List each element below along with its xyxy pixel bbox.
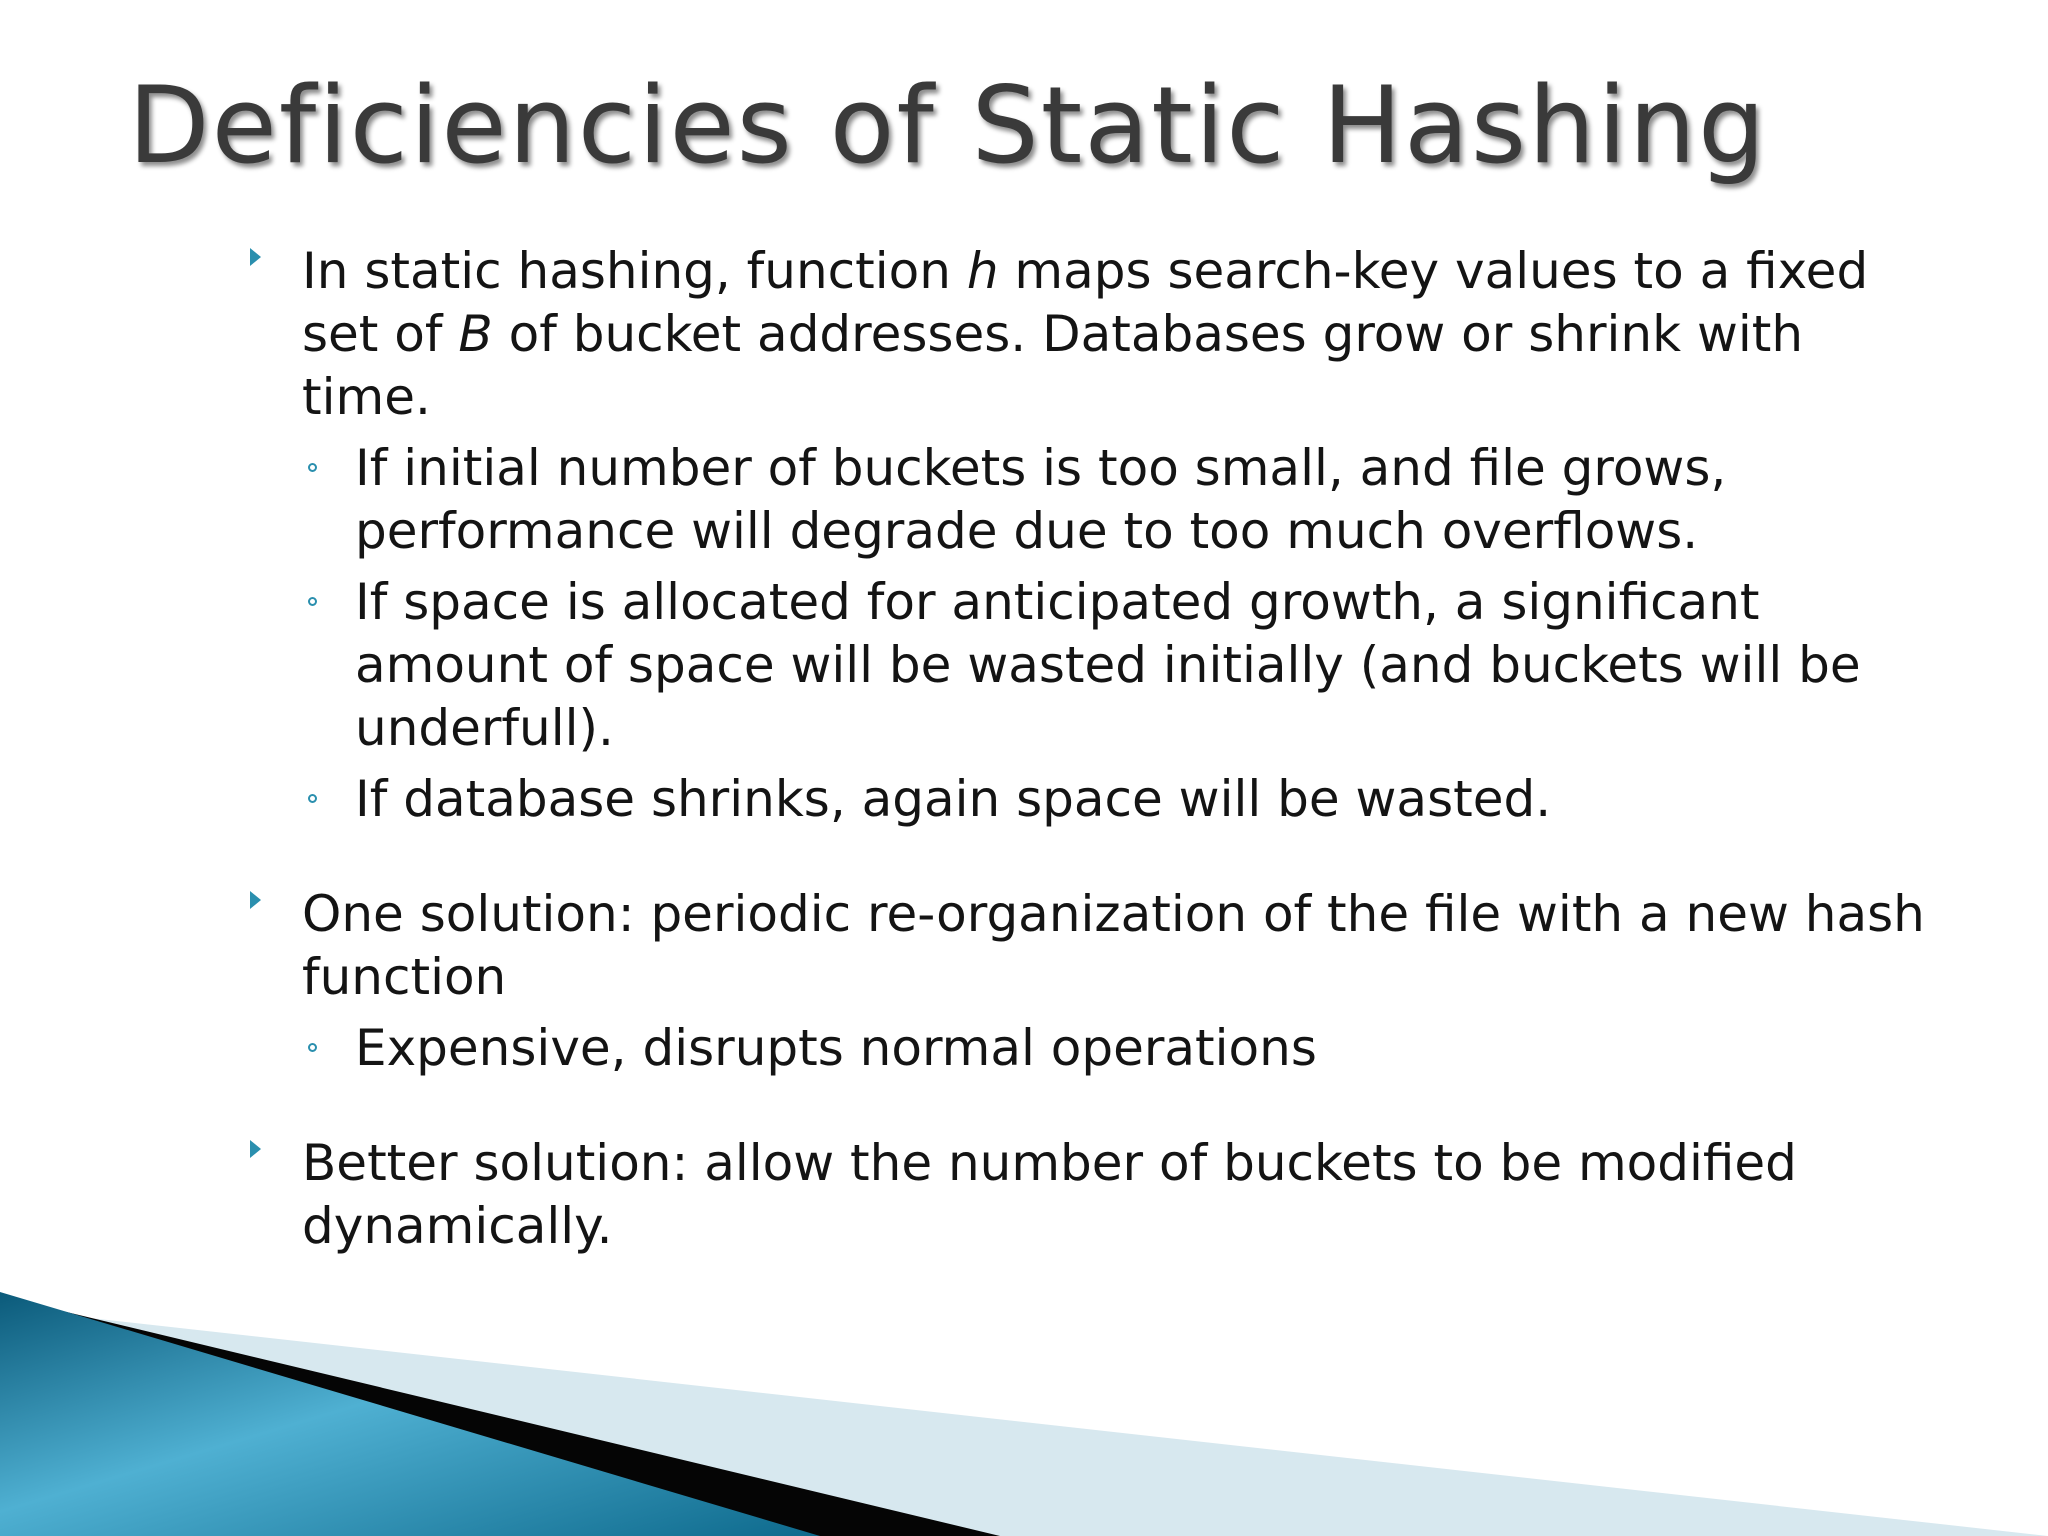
bullet-text: Better solution: allow the number of buckets to be modified dynamically. — [302, 1134, 1797, 1255]
sub-bullet-text: If initial number of buckets is too small, and file grows, performance will degrade due to too much overflows. — [355, 439, 1727, 560]
triangle-arrow-icon — [250, 891, 261, 909]
wave-pale-band — [0, 1308, 2048, 1536]
spacer — [240, 831, 1940, 883]
hollow-circle-icon — [308, 794, 317, 803]
hollow-circle-icon — [308, 597, 317, 606]
bullet-text: In static hashing, function — [302, 242, 967, 300]
sub-bullet-too-small — [240, 437, 1940, 563]
wave-black-band — [0, 1296, 1000, 1536]
hollow-circle-icon — [308, 1043, 317, 1052]
bullet-text: maps search-key values to a fixed set of — [302, 242, 1869, 363]
sub-bullet-expensive — [240, 1017, 1940, 1080]
triangle-arrow-icon — [250, 248, 261, 266]
spacer — [240, 1080, 1940, 1132]
triangle-arrow-icon — [250, 1140, 261, 1158]
slide-title: Deficiencies of Static Hashing — [128, 64, 1768, 187]
sub-bullet-shrinks — [240, 768, 1940, 831]
sub-bullet-text: If space is allocated for anticipated growth, a significant amount of space will be wasted initially (and buckets will be underfull). — [355, 573, 1861, 757]
slide-body — [240, 240, 1940, 1258]
italic-b: B — [458, 305, 493, 363]
bullet-static-hashing — [240, 240, 1940, 429]
bullet-text: of bucket addresses. Databases grow or shrink with time. — [302, 305, 1804, 426]
sub-bullet-text: Expensive, disrupts normal operations — [355, 1019, 1317, 1077]
bullet-one-solution — [240, 883, 1940, 1009]
sub-bullet-text: If database shrinks, again space will be wasted. — [355, 770, 1552, 828]
bullet-better-solution — [240, 1132, 1940, 1258]
bullet-text: One solution: periodic re-organization of the file with a new hash function — [302, 885, 1925, 1006]
hollow-circle-icon — [308, 463, 317, 472]
italic-h: h — [966, 242, 999, 300]
wave-blue-band — [0, 1292, 820, 1536]
sub-bullet-anticipated-growth — [240, 571, 1940, 760]
